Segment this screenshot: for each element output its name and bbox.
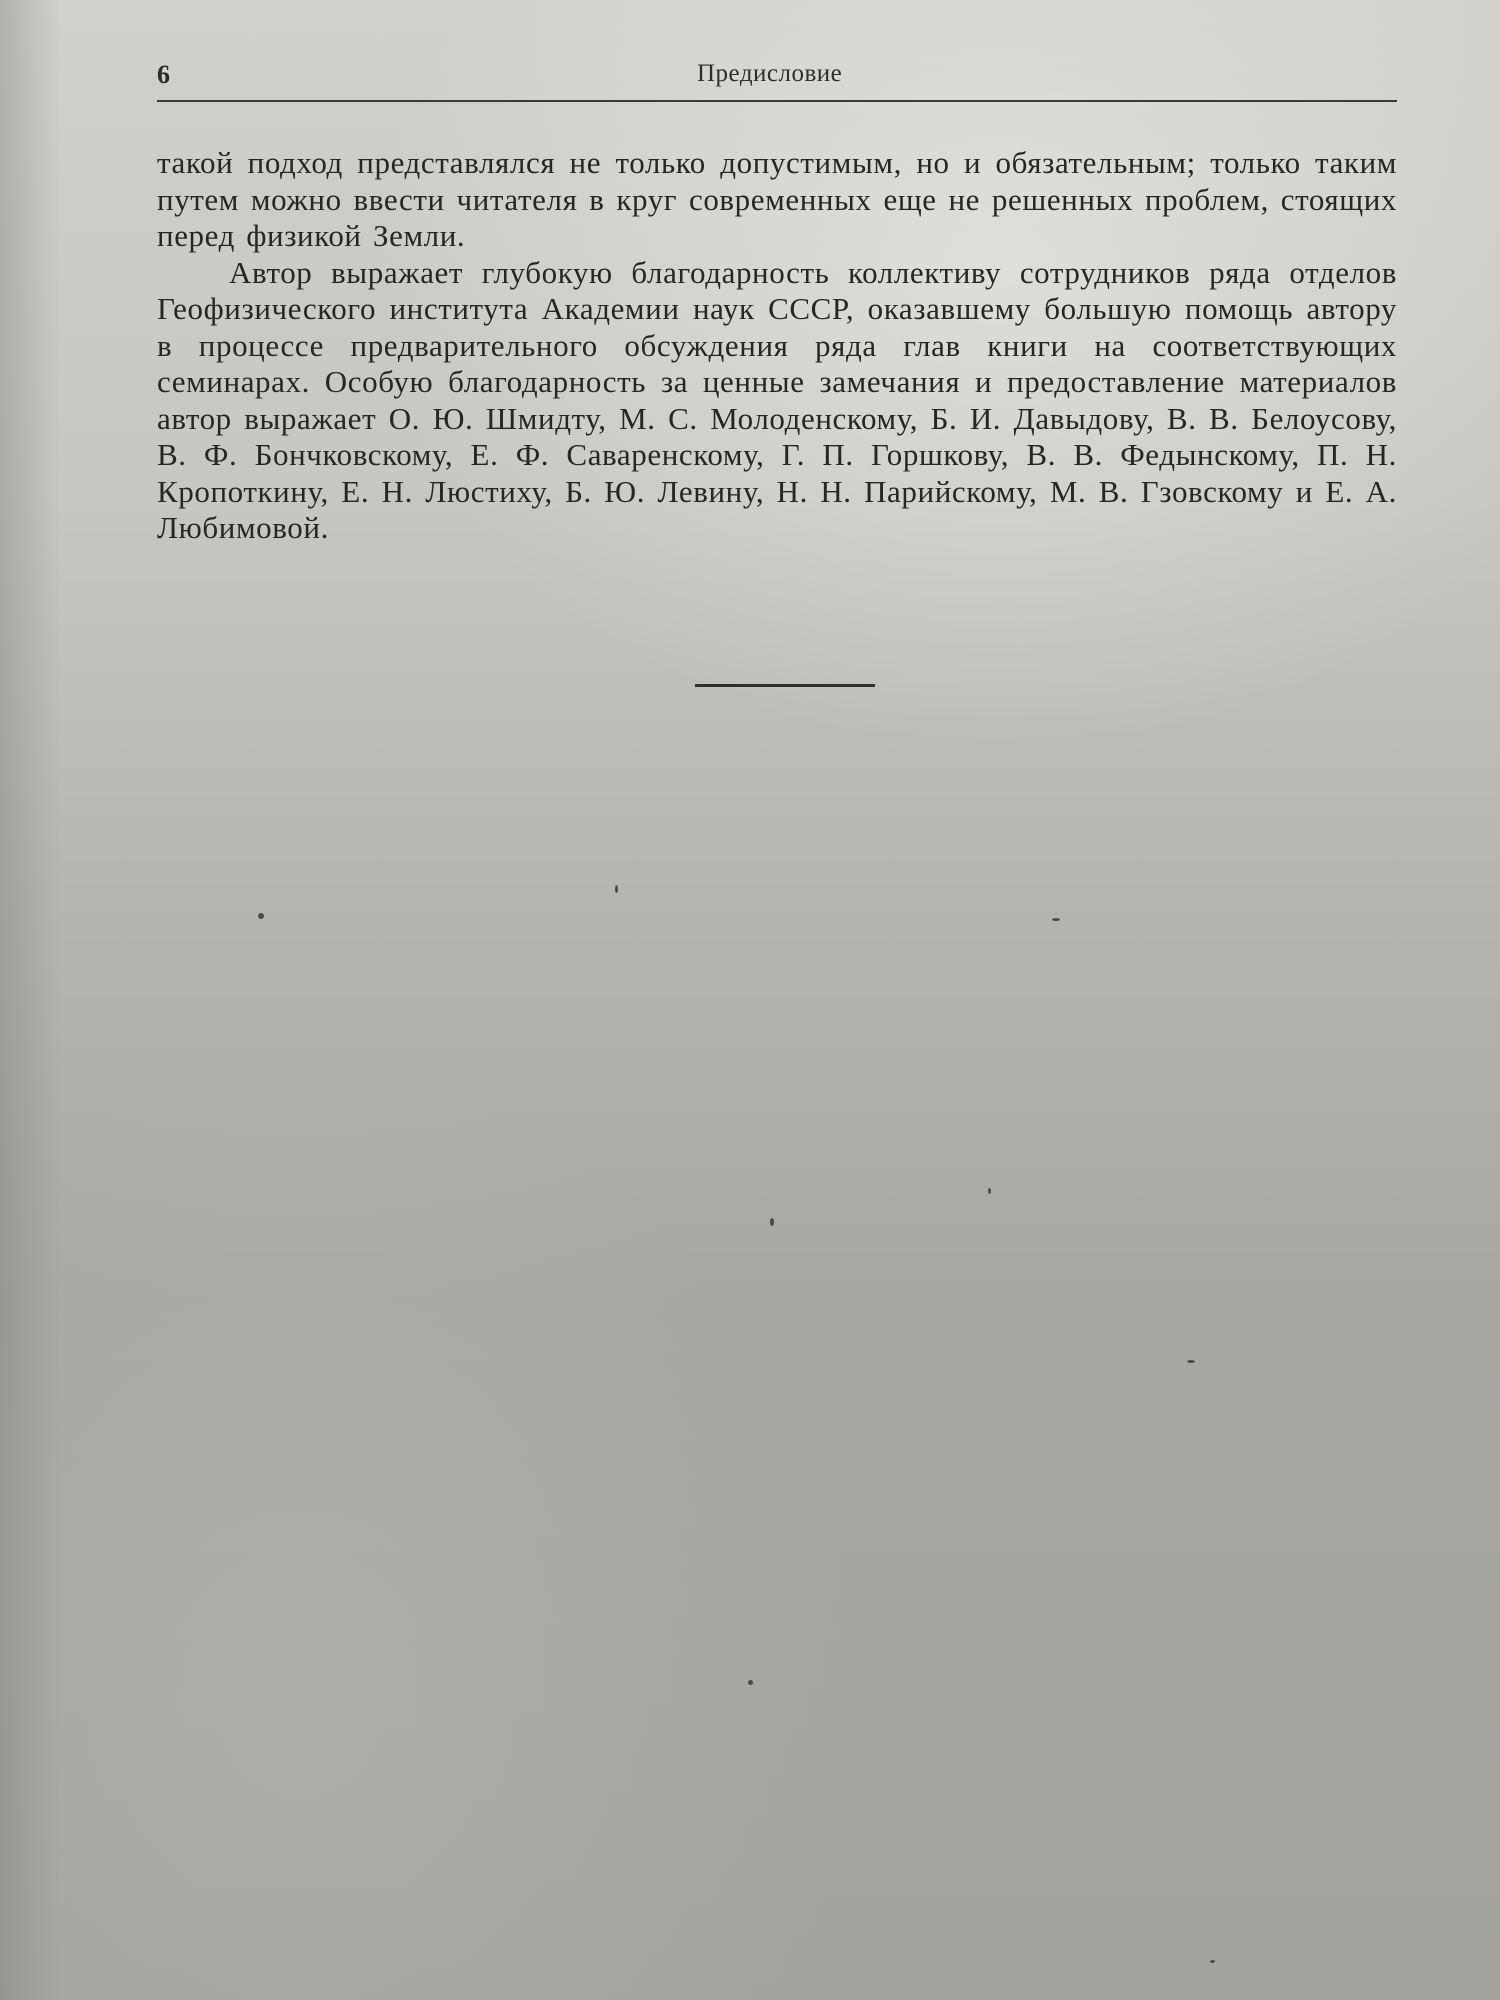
paper-speck: [770, 1218, 774, 1226]
paragraph-2: Автор выражает глубокую благодарность коллективу сотрудников ряда отделов Геофизического института Академии наук СССР, оказавшему большую помощь автору в процессе предварительного обсуждения ряда глав книги на соответствующих семинарах. Особую благодарность за ценные замечания и предоставление материалов автор выражает О. Ю. Шмидту, М. С. Молоденскому, Б. И. Давыдову, В. В. Белоусову, В. Ф. Бончковскому, Е. Ф. Саваренскому, Г. П. Горшкову, В. В. Федынскому, П. Н. Кропоткину, Е. Н. Люстиху, Б. Ю. Левину, Н. Н. Парийскому, М. В. Гзовскому и Е. А. Любимовой.: [157, 254, 1397, 545]
page-number: 6: [157, 60, 170, 89]
page-edge-shadow: [0, 0, 60, 2000]
paper-speck: [258, 913, 264, 919]
body-text: [157, 145, 1397, 547]
paragraph-1: такой подход представлялся не только допустимым, но и обязательным; только таким путем можно ввести читателя в круг современных еще не решенных проблем, стоящих перед физикой Земли.: [157, 145, 1397, 253]
header-rule: [157, 100, 1397, 102]
paper-speck: [615, 885, 618, 893]
paper-speck: [1210, 1960, 1215, 1963]
paper-speck: [748, 1680, 753, 1685]
running-title: Предисловие: [697, 60, 843, 87]
paper-speck: [1187, 1360, 1195, 1363]
paper-speck: [988, 1188, 991, 1194]
end-of-section-rule: [695, 684, 875, 687]
paper-speck: [1052, 918, 1060, 921]
running-head: [157, 56, 1397, 106]
